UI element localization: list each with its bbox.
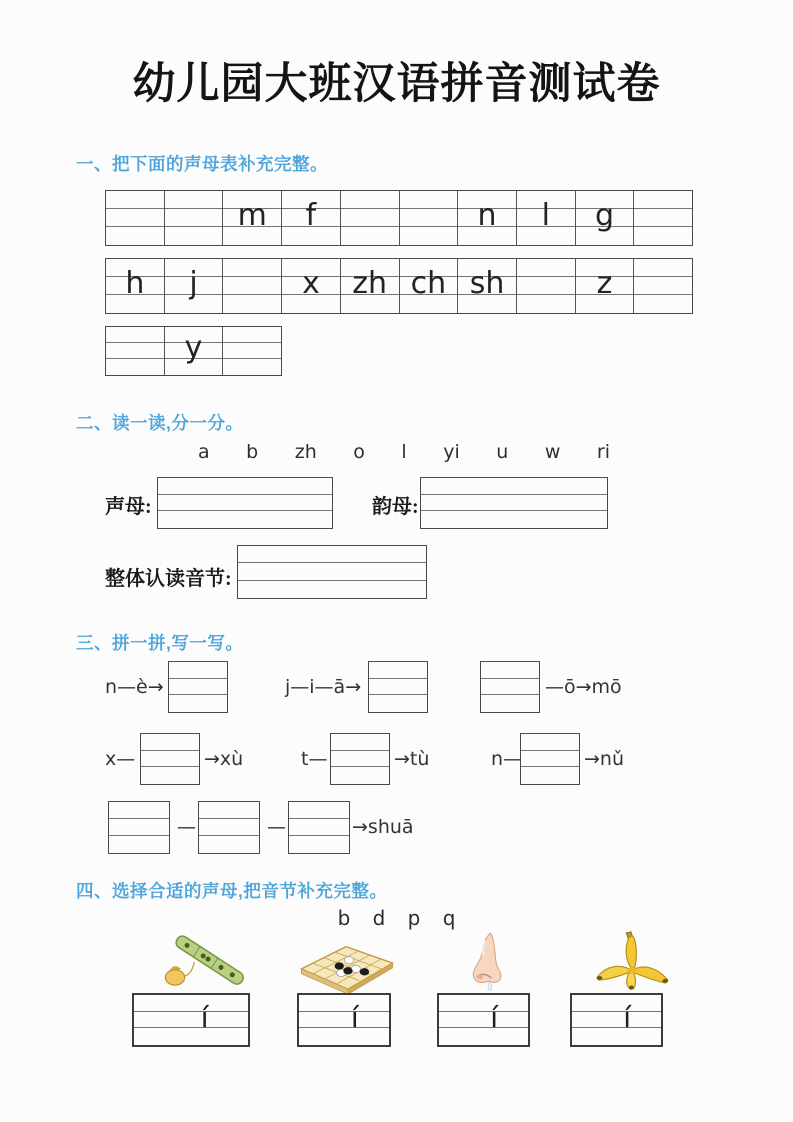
grid-line: [169, 694, 227, 695]
pin-letter: m: [237, 198, 267, 233]
letter-bank: [198, 441, 610, 463]
syllable-text: í: [623, 1001, 632, 1034]
grid-line: [439, 1011, 528, 1012]
bank-letter: l: [401, 441, 407, 463]
grid-line: [109, 818, 169, 819]
initials-answer-grid: [157, 477, 333, 529]
pin-letter: l: [541, 198, 550, 233]
page-title: 幼儿园大班汉语拼音测试卷: [132, 61, 661, 108]
bank-letter: w: [544, 441, 561, 463]
grid-line: [289, 818, 349, 819]
spell-answer-box: [198, 801, 260, 854]
pin-letter: f: [305, 198, 317, 233]
pin-letter: zh: [352, 266, 388, 301]
finals-answer-grid: [420, 477, 608, 529]
whole-syllable-answer-grid: [237, 545, 427, 599]
spell-answer-box: [168, 661, 228, 713]
pin-letter: z: [596, 266, 613, 301]
spell-answer-box: [480, 661, 540, 713]
grid-line: [521, 766, 579, 767]
spell-prompt: j—i—ā→: [285, 676, 362, 698]
table-cell: [458, 191, 517, 245]
table-cell: [458, 259, 517, 313]
pin-letter: g: [594, 198, 614, 233]
grid-line: [238, 562, 426, 563]
grid-line: [134, 1011, 248, 1012]
grid-line: [158, 494, 332, 495]
table-cell: [341, 191, 400, 245]
spell-result: →nǔ: [584, 748, 625, 770]
initials-table-row1: [105, 190, 693, 246]
section2-heading: 二、读一读,分一分。: [76, 413, 244, 433]
table-cell: [576, 259, 635, 313]
bank-letter: b: [246, 441, 259, 463]
table-cell: [223, 191, 282, 245]
bank-letter: a: [198, 441, 210, 463]
grid-line: [331, 766, 389, 767]
table-cell: [634, 259, 692, 313]
grid-line: [369, 694, 427, 695]
table-cell: [165, 259, 224, 313]
nose-image: [457, 929, 513, 995]
table-cell: [634, 191, 692, 245]
bank-letter: zh: [294, 441, 317, 463]
spell-prompt: t—: [301, 748, 328, 770]
flute-image: [150, 927, 256, 997]
spell-answer-box: [108, 801, 170, 854]
table-cell: [282, 191, 341, 245]
grid-line: [199, 835, 259, 836]
section3-heading: 三、拼一拼,写一写。: [76, 633, 244, 653]
table-cell: [165, 191, 224, 245]
dash-connector: —: [177, 816, 196, 838]
syllable-text: í: [490, 1001, 499, 1034]
pin-letter: x: [302, 266, 320, 301]
syllable-grid: [132, 993, 250, 1047]
initial-options: b d p q: [337, 906, 456, 930]
grid-line: [109, 835, 169, 836]
syllable-text: í: [200, 1001, 209, 1034]
table-cell: [223, 327, 281, 375]
spell-prompt: n—: [491, 748, 523, 770]
go-board-image: [293, 934, 401, 998]
pin-letter: j: [189, 266, 198, 301]
grid-line: [331, 750, 389, 751]
grid-line: [481, 678, 539, 679]
initials-table-row3: [105, 326, 282, 376]
pin-letter: ch: [410, 266, 447, 301]
section4-heading: 四、选择合适的声母,把音节补充完整。: [76, 881, 388, 901]
spell-answer-box: [288, 801, 350, 854]
spell-answer-box: [140, 733, 200, 785]
grid-line: [572, 1011, 661, 1012]
table-cell: [517, 191, 576, 245]
pin-letter: y: [184, 330, 203, 365]
grid-line: [439, 1027, 528, 1028]
spell-result: →xù: [204, 748, 244, 770]
spell-prompt: x—: [105, 748, 136, 770]
table-cell: [576, 191, 635, 245]
whole-syllable-label: 整体认读音节:: [105, 568, 232, 590]
table-cell: [400, 191, 459, 245]
grid-line: [289, 835, 349, 836]
pin-letter: h: [125, 266, 145, 301]
table-cell: [106, 191, 165, 245]
table-cell: [106, 327, 165, 375]
grid-line: [141, 766, 199, 767]
grid-line: [199, 818, 259, 819]
grid-line: [572, 1027, 661, 1028]
spell-answer-box: [368, 661, 428, 713]
initials-table-row2: [105, 258, 693, 314]
syllable-grid: [297, 993, 391, 1047]
grid-line: [421, 510, 607, 511]
spell-answer-box: [520, 733, 580, 785]
table-cell: [341, 259, 400, 313]
table-cell: [517, 259, 576, 313]
spell-result: →tù: [394, 748, 430, 770]
table-cell: [400, 259, 459, 313]
syllable-grid: [437, 993, 530, 1047]
spell-answer-box: [330, 733, 390, 785]
grid-line: [141, 750, 199, 751]
initials-label: 声母:: [105, 496, 152, 518]
dash-connector: —: [267, 816, 286, 838]
table-cell: [282, 259, 341, 313]
grid-line: [521, 750, 579, 751]
pin-letter: n: [477, 198, 497, 233]
syllable-text: í: [350, 1001, 359, 1034]
grid-line: [421, 494, 607, 495]
table-cell: [106, 259, 165, 313]
grid-line: [299, 1011, 389, 1012]
bank-letter: ri: [596, 441, 610, 463]
bank-letter: u: [496, 441, 509, 463]
spell-result: →shuā: [352, 816, 414, 838]
grid-line: [134, 1027, 248, 1028]
finals-label: 韵母:: [372, 496, 419, 518]
table-cell: [223, 259, 282, 313]
spell-prompt: n—è→: [105, 676, 164, 698]
grid-line: [299, 1027, 389, 1028]
grid-line: [158, 510, 332, 511]
grid-line: [481, 694, 539, 695]
bank-letter: yi: [443, 441, 460, 463]
spell-result: —ō→mō: [545, 676, 622, 698]
grid-line: [169, 678, 227, 679]
grid-line: [369, 678, 427, 679]
bank-letter: o: [353, 441, 365, 463]
syllable-grid: [570, 993, 663, 1047]
banana-peel-image: [584, 930, 678, 994]
pin-letter: sh: [469, 266, 505, 301]
section1-heading: 一、把下面的声母表补充完整。: [76, 154, 328, 174]
table-cell: [165, 327, 224, 375]
grid-line: [238, 580, 426, 581]
